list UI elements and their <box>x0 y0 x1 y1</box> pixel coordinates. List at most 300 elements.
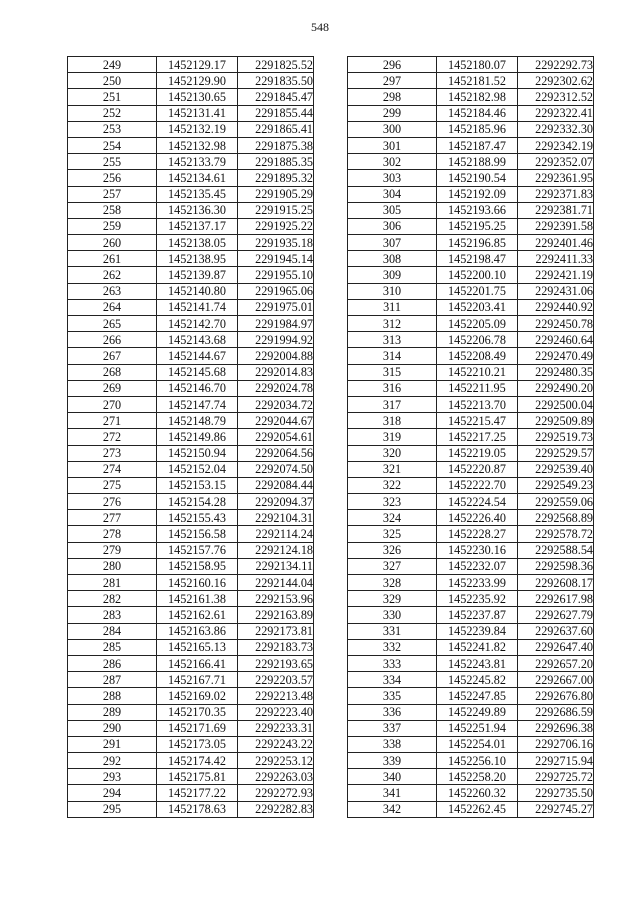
point-number-cell: 287 <box>68 672 157 688</box>
x-coordinate-cell: 1452208.49 <box>437 348 518 364</box>
x-coordinate-cell: 1452155.43 <box>157 510 238 526</box>
y-coordinate-cell: 2292064.56 <box>238 445 314 461</box>
point-number-cell: 334 <box>348 672 437 688</box>
x-coordinate-cell: 1452219.05 <box>437 445 518 461</box>
table-row <box>348 89 594 105</box>
point-number-cell: 315 <box>348 364 437 380</box>
y-coordinate-cell: 2292500.04 <box>518 396 594 412</box>
table-row <box>68 639 314 655</box>
y-coordinate-cell: 2292312.52 <box>518 89 594 105</box>
y-coordinate-cell: 2292568.89 <box>518 510 594 526</box>
table-row <box>348 655 594 671</box>
x-coordinate-cell: 1452196.85 <box>437 235 518 251</box>
table-row <box>68 672 314 688</box>
table-row <box>68 267 314 283</box>
table-row <box>348 154 594 170</box>
table-row <box>68 413 314 429</box>
point-number-cell: 263 <box>68 283 157 299</box>
table-row <box>348 316 594 332</box>
point-number-cell: 269 <box>68 380 157 396</box>
y-coordinate-cell: 2291875.38 <box>238 137 314 153</box>
coordinates-table-right <box>347 56 594 818</box>
table-body-left <box>68 57 314 818</box>
x-coordinate-cell: 1452200.10 <box>437 267 518 283</box>
point-number-cell: 328 <box>348 575 437 591</box>
point-number-cell: 336 <box>348 704 437 720</box>
x-coordinate-cell: 1452138.05 <box>157 235 238 251</box>
y-coordinate-cell: 2292342.19 <box>518 137 594 153</box>
point-number-cell: 338 <box>348 736 437 752</box>
point-number-cell: 309 <box>348 267 437 283</box>
table-row <box>348 639 594 655</box>
y-coordinate-cell: 2292193.65 <box>238 655 314 671</box>
y-coordinate-cell: 2292243.22 <box>238 736 314 752</box>
table-row <box>68 510 314 526</box>
point-number-cell: 297 <box>348 73 437 89</box>
table-row <box>348 170 594 186</box>
point-number-cell: 319 <box>348 429 437 445</box>
y-coordinate-cell: 2292549.23 <box>518 477 594 493</box>
y-coordinate-cell: 2291994.92 <box>238 332 314 348</box>
y-coordinate-cell: 2292559.06 <box>518 494 594 510</box>
table-row <box>68 753 314 769</box>
x-coordinate-cell: 1452138.95 <box>157 251 238 267</box>
x-coordinate-cell: 1452129.17 <box>157 57 238 73</box>
y-coordinate-cell: 2292509.89 <box>518 413 594 429</box>
point-number-cell: 313 <box>348 332 437 348</box>
y-coordinate-cell: 2292272.93 <box>238 785 314 801</box>
point-number-cell: 267 <box>68 348 157 364</box>
x-coordinate-cell: 1452177.22 <box>157 785 238 801</box>
point-number-cell: 311 <box>348 299 437 315</box>
y-coordinate-cell: 2292391.58 <box>518 218 594 234</box>
table-row <box>68 558 314 574</box>
x-coordinate-cell: 1452241.82 <box>437 639 518 655</box>
y-coordinate-cell: 2292263.03 <box>238 769 314 785</box>
point-number-cell: 341 <box>348 785 437 801</box>
x-coordinate-cell: 1452139.87 <box>157 267 238 283</box>
point-number-cell: 268 <box>68 364 157 380</box>
x-coordinate-cell: 1452262.45 <box>437 801 518 817</box>
table-row <box>68 218 314 234</box>
point-number-cell: 339 <box>348 753 437 769</box>
x-coordinate-cell: 1452154.28 <box>157 494 238 510</box>
point-number-cell: 301 <box>348 137 437 153</box>
y-coordinate-cell: 2292490.20 <box>518 380 594 396</box>
y-coordinate-cell: 2292084.44 <box>238 477 314 493</box>
x-coordinate-cell: 1452147.74 <box>157 396 238 412</box>
point-number-cell: 255 <box>68 154 157 170</box>
x-coordinate-cell: 1452213.70 <box>437 396 518 412</box>
point-number-cell: 306 <box>348 218 437 234</box>
table-row <box>68 607 314 623</box>
table-row <box>348 623 594 639</box>
y-coordinate-cell: 2291835.50 <box>238 73 314 89</box>
table-row <box>348 267 594 283</box>
y-coordinate-cell: 2292529.57 <box>518 445 594 461</box>
table-row <box>348 526 594 542</box>
table-row <box>68 655 314 671</box>
table-row <box>348 73 594 89</box>
table-row <box>348 429 594 445</box>
x-coordinate-cell: 1452206.78 <box>437 332 518 348</box>
point-number-cell: 249 <box>68 57 157 73</box>
x-coordinate-cell: 1452165.13 <box>157 639 238 655</box>
y-coordinate-cell: 2292104.31 <box>238 510 314 526</box>
x-coordinate-cell: 1452145.68 <box>157 364 238 380</box>
point-number-cell: 314 <box>348 348 437 364</box>
table-row <box>68 154 314 170</box>
x-coordinate-cell: 1452198.47 <box>437 251 518 267</box>
table-row <box>68 299 314 315</box>
x-coordinate-cell: 1452233.99 <box>437 575 518 591</box>
x-coordinate-cell: 1452149.86 <box>157 429 238 445</box>
point-number-cell: 276 <box>68 494 157 510</box>
point-number-cell: 326 <box>348 542 437 558</box>
table-row <box>68 785 314 801</box>
y-coordinate-cell: 2292014.83 <box>238 364 314 380</box>
point-number-cell: 332 <box>348 639 437 655</box>
y-coordinate-cell: 2291935.18 <box>238 235 314 251</box>
y-coordinate-cell: 2292223.40 <box>238 704 314 720</box>
x-coordinate-cell: 1452220.87 <box>437 461 518 477</box>
x-coordinate-cell: 1452156.58 <box>157 526 238 542</box>
point-number-cell: 322 <box>348 477 437 493</box>
table-row <box>348 477 594 493</box>
x-coordinate-cell: 1452187.47 <box>437 137 518 153</box>
x-coordinate-cell: 1452232.07 <box>437 558 518 574</box>
y-coordinate-cell: 2291895.32 <box>238 170 314 186</box>
x-coordinate-cell: 1452211.95 <box>437 380 518 396</box>
table-row <box>348 413 594 429</box>
point-number-cell: 321 <box>348 461 437 477</box>
x-coordinate-cell: 1452235.92 <box>437 591 518 607</box>
table-row <box>68 801 314 817</box>
point-number-cell: 280 <box>68 558 157 574</box>
table-row <box>348 801 594 817</box>
x-coordinate-cell: 1452195.25 <box>437 218 518 234</box>
point-number-cell: 299 <box>348 105 437 121</box>
x-coordinate-cell: 1452163.86 <box>157 623 238 639</box>
table-row <box>348 591 594 607</box>
x-coordinate-cell: 1452230.16 <box>437 542 518 558</box>
y-coordinate-cell: 2291984.97 <box>238 316 314 332</box>
y-coordinate-cell: 2291975.01 <box>238 299 314 315</box>
y-coordinate-cell: 2292431.06 <box>518 283 594 299</box>
y-coordinate-cell: 2292519.73 <box>518 429 594 445</box>
point-number-cell: 305 <box>348 202 437 218</box>
y-coordinate-cell: 2292352.07 <box>518 154 594 170</box>
y-coordinate-cell: 2292203.57 <box>238 672 314 688</box>
point-number-cell: 331 <box>348 623 437 639</box>
x-coordinate-cell: 1452173.05 <box>157 736 238 752</box>
y-coordinate-cell: 2292134.11 <box>238 558 314 574</box>
table-row <box>68 283 314 299</box>
point-number-cell: 289 <box>68 704 157 720</box>
table-row <box>348 736 594 752</box>
point-number-cell: 283 <box>68 607 157 623</box>
table-row <box>68 105 314 121</box>
point-number-cell: 266 <box>68 332 157 348</box>
y-coordinate-cell: 2292253.12 <box>238 753 314 769</box>
y-coordinate-cell: 2292617.98 <box>518 591 594 607</box>
x-coordinate-cell: 1452192.09 <box>437 186 518 202</box>
table-row <box>348 348 594 364</box>
table-row <box>348 283 594 299</box>
table-row <box>68 202 314 218</box>
table-row <box>348 494 594 510</box>
y-coordinate-cell: 2292598.36 <box>518 558 594 574</box>
point-number-cell: 340 <box>348 769 437 785</box>
y-coordinate-cell: 2292715.94 <box>518 753 594 769</box>
x-coordinate-cell: 1452185.96 <box>437 121 518 137</box>
y-coordinate-cell: 2292233.31 <box>238 720 314 736</box>
point-number-cell: 272 <box>68 429 157 445</box>
y-coordinate-cell: 2292480.35 <box>518 364 594 380</box>
x-coordinate-cell: 1452169.02 <box>157 688 238 704</box>
x-coordinate-cell: 1452171.69 <box>157 720 238 736</box>
y-coordinate-cell: 2292054.61 <box>238 429 314 445</box>
table-row <box>348 364 594 380</box>
table-row <box>68 121 314 137</box>
table-row <box>68 316 314 332</box>
table-row <box>348 137 594 153</box>
table-row <box>68 461 314 477</box>
point-number-cell: 250 <box>68 73 157 89</box>
x-coordinate-cell: 1452180.07 <box>437 57 518 73</box>
x-coordinate-cell: 1452160.16 <box>157 575 238 591</box>
y-coordinate-cell: 2292034.72 <box>238 396 314 412</box>
x-coordinate-cell: 1452131.41 <box>157 105 238 121</box>
y-coordinate-cell: 2292004.88 <box>238 348 314 364</box>
point-number-cell: 320 <box>348 445 437 461</box>
table-row <box>68 720 314 736</box>
point-number-cell: 254 <box>68 137 157 153</box>
y-coordinate-cell: 2291885.35 <box>238 154 314 170</box>
table-row <box>348 510 594 526</box>
point-number-cell: 271 <box>68 413 157 429</box>
x-coordinate-cell: 1452144.67 <box>157 348 238 364</box>
y-coordinate-cell: 2292637.60 <box>518 623 594 639</box>
y-coordinate-cell: 2291955.10 <box>238 267 314 283</box>
y-coordinate-cell: 2292153.96 <box>238 591 314 607</box>
y-coordinate-cell: 2292094.37 <box>238 494 314 510</box>
x-coordinate-cell: 1452137.17 <box>157 218 238 234</box>
point-number-cell: 278 <box>68 526 157 542</box>
point-number-cell: 260 <box>68 235 157 251</box>
table-row <box>348 299 594 315</box>
y-coordinate-cell: 2292411.33 <box>518 251 594 267</box>
point-number-cell: 251 <box>68 89 157 105</box>
x-coordinate-cell: 1452141.74 <box>157 299 238 315</box>
table-row <box>348 251 594 267</box>
x-coordinate-cell: 1452152.04 <box>157 461 238 477</box>
y-coordinate-cell: 2292024.78 <box>238 380 314 396</box>
y-coordinate-cell: 2292676.80 <box>518 688 594 704</box>
x-coordinate-cell: 1452258.20 <box>437 769 518 785</box>
x-coordinate-cell: 1452158.95 <box>157 558 238 574</box>
x-coordinate-cell: 1452132.98 <box>157 137 238 153</box>
point-number-cell: 333 <box>348 655 437 671</box>
point-number-cell: 279 <box>68 542 157 558</box>
table-row <box>68 73 314 89</box>
x-coordinate-cell: 1452249.89 <box>437 704 518 720</box>
y-coordinate-cell: 2292667.00 <box>518 672 594 688</box>
table-row <box>348 753 594 769</box>
x-coordinate-cell: 1452256.10 <box>437 753 518 769</box>
table-row <box>68 769 314 785</box>
table-row <box>348 542 594 558</box>
x-coordinate-cell: 1452205.09 <box>437 316 518 332</box>
point-number-cell: 302 <box>348 154 437 170</box>
y-coordinate-cell: 2292044.67 <box>238 413 314 429</box>
point-number-cell: 262 <box>68 267 157 283</box>
point-number-cell: 325 <box>348 526 437 542</box>
x-coordinate-cell: 1452157.76 <box>157 542 238 558</box>
point-number-cell: 284 <box>68 623 157 639</box>
y-coordinate-cell: 2292173.81 <box>238 623 314 639</box>
page-number: 548 <box>311 20 329 34</box>
y-coordinate-cell: 2291965.06 <box>238 283 314 299</box>
x-coordinate-cell: 1452142.70 <box>157 316 238 332</box>
point-number-cell: 324 <box>348 510 437 526</box>
y-coordinate-cell: 2292381.71 <box>518 202 594 218</box>
table-row <box>68 348 314 364</box>
table-row <box>348 396 594 412</box>
table-row <box>348 607 594 623</box>
y-coordinate-cell: 2291845.47 <box>238 89 314 105</box>
point-number-cell: 296 <box>348 57 437 73</box>
x-coordinate-cell: 1452161.38 <box>157 591 238 607</box>
y-coordinate-cell: 2292440.92 <box>518 299 594 315</box>
x-coordinate-cell: 1452167.71 <box>157 672 238 688</box>
x-coordinate-cell: 1452182.98 <box>437 89 518 105</box>
table-row <box>68 445 314 461</box>
table-body-right <box>348 57 594 818</box>
x-coordinate-cell: 1452153.15 <box>157 477 238 493</box>
table-row <box>68 380 314 396</box>
y-coordinate-cell: 2292361.95 <box>518 170 594 186</box>
y-coordinate-cell: 2291855.44 <box>238 105 314 121</box>
point-number-cell: 337 <box>348 720 437 736</box>
y-coordinate-cell: 2291905.29 <box>238 186 314 202</box>
table-row <box>348 332 594 348</box>
table-row <box>68 429 314 445</box>
x-coordinate-cell: 1452254.01 <box>437 736 518 752</box>
table-row <box>68 736 314 752</box>
table-row <box>68 494 314 510</box>
table-row <box>68 591 314 607</box>
x-coordinate-cell: 1452133.79 <box>157 154 238 170</box>
y-coordinate-cell: 2292539.40 <box>518 461 594 477</box>
table-row <box>68 396 314 412</box>
table-row <box>348 202 594 218</box>
x-coordinate-cell: 1452140.80 <box>157 283 238 299</box>
table-row <box>348 558 594 574</box>
table-row <box>68 542 314 558</box>
y-coordinate-cell: 2292213.48 <box>238 688 314 704</box>
table-row <box>348 380 594 396</box>
x-coordinate-cell: 1452237.87 <box>437 607 518 623</box>
y-coordinate-cell: 2292470.49 <box>518 348 594 364</box>
table-row <box>348 704 594 720</box>
y-coordinate-cell: 2292421.19 <box>518 267 594 283</box>
point-number-cell: 307 <box>348 235 437 251</box>
x-coordinate-cell: 1452129.90 <box>157 73 238 89</box>
table-row <box>68 526 314 542</box>
x-coordinate-cell: 1452260.32 <box>437 785 518 801</box>
y-coordinate-cell: 2292460.64 <box>518 332 594 348</box>
point-number-cell: 300 <box>348 121 437 137</box>
point-number-cell: 259 <box>68 218 157 234</box>
y-coordinate-cell: 2292282.83 <box>238 801 314 817</box>
point-number-cell: 327 <box>348 558 437 574</box>
table-row <box>348 218 594 234</box>
point-number-cell: 312 <box>348 316 437 332</box>
y-coordinate-cell: 2292183.73 <box>238 639 314 655</box>
y-coordinate-cell: 2292745.27 <box>518 801 594 817</box>
point-number-cell: 264 <box>68 299 157 315</box>
x-coordinate-cell: 1452150.94 <box>157 445 238 461</box>
table-row <box>68 235 314 251</box>
point-number-cell: 253 <box>68 121 157 137</box>
point-number-cell: 316 <box>348 380 437 396</box>
x-coordinate-cell: 1452224.54 <box>437 494 518 510</box>
point-number-cell: 265 <box>68 316 157 332</box>
y-coordinate-cell: 2291945.14 <box>238 251 314 267</box>
point-number-cell: 258 <box>68 202 157 218</box>
x-coordinate-cell: 1452210.21 <box>437 364 518 380</box>
table-row <box>348 769 594 785</box>
point-number-cell: 308 <box>348 251 437 267</box>
x-coordinate-cell: 1452136.30 <box>157 202 238 218</box>
y-coordinate-cell: 2292450.78 <box>518 316 594 332</box>
point-number-cell: 292 <box>68 753 157 769</box>
point-number-cell: 329 <box>348 591 437 607</box>
x-coordinate-cell: 1452190.54 <box>437 170 518 186</box>
point-number-cell: 318 <box>348 413 437 429</box>
y-coordinate-cell: 2292706.16 <box>518 736 594 752</box>
y-coordinate-cell: 2292371.83 <box>518 186 594 202</box>
table-row <box>68 170 314 186</box>
table-row <box>68 251 314 267</box>
x-coordinate-cell: 1452203.41 <box>437 299 518 315</box>
table-row <box>348 720 594 736</box>
table-row <box>348 445 594 461</box>
table-row <box>68 137 314 153</box>
point-number-cell: 282 <box>68 591 157 607</box>
x-coordinate-cell: 1452175.81 <box>157 769 238 785</box>
point-number-cell: 295 <box>68 801 157 817</box>
table-row <box>348 785 594 801</box>
point-number-cell: 281 <box>68 575 157 591</box>
point-number-cell: 303 <box>348 170 437 186</box>
x-coordinate-cell: 1452148.79 <box>157 413 238 429</box>
point-number-cell: 277 <box>68 510 157 526</box>
point-number-cell: 288 <box>68 688 157 704</box>
table-row <box>348 57 594 73</box>
point-number-cell: 323 <box>348 494 437 510</box>
x-coordinate-cell: 1452251.94 <box>437 720 518 736</box>
point-number-cell: 310 <box>348 283 437 299</box>
point-number-cell: 317 <box>348 396 437 412</box>
y-coordinate-cell: 2291925.22 <box>238 218 314 234</box>
table-row <box>68 477 314 493</box>
y-coordinate-cell: 2292696.38 <box>518 720 594 736</box>
y-coordinate-cell: 2291865.41 <box>238 121 314 137</box>
point-number-cell: 275 <box>68 477 157 493</box>
x-coordinate-cell: 1452239.84 <box>437 623 518 639</box>
